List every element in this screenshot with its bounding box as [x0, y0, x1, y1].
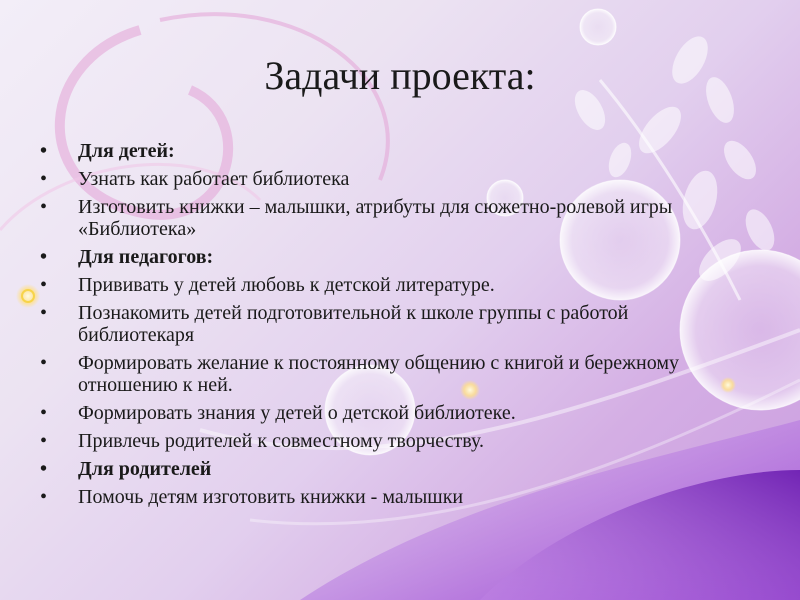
section-heading [40, 458, 730, 480]
list-item [40, 196, 730, 240]
bullet-icon: • [40, 458, 48, 480]
section-heading [40, 140, 730, 162]
slide-title: Задачи проекта: [264, 53, 536, 98]
list-item-text: Узнать как работает библиотека [78, 168, 350, 190]
list-item [40, 274, 730, 296]
bullet-icon: • [40, 352, 48, 374]
section-heading [40, 246, 730, 268]
list-item-text: Для детей: [78, 140, 175, 162]
bullet-list [40, 140, 730, 514]
list-item-text: Помочь детям изготовить книжки - малышки [78, 486, 464, 508]
bullet-icon: • [40, 302, 48, 324]
list-item [40, 402, 730, 424]
bullet-icon: • [40, 274, 48, 296]
bullet-icon: • [40, 140, 48, 162]
list-item-text: Для родителей [78, 458, 212, 480]
bullet-icon: • [40, 168, 48, 190]
bullet-icon: • [40, 430, 48, 452]
list-item [40, 302, 730, 346]
list-item-text: Привлечь родителей к совместному творчеству. [78, 430, 485, 452]
list-item-text: Формировать знания у детей о детской библиотеке. [78, 402, 516, 424]
list-item [40, 352, 730, 396]
list-item-text: Познакомить детей подготовительной к школе группы с работой библиотекаря [78, 302, 629, 346]
list-item [40, 168, 730, 190]
list-item-text: Изготовить книжки – малышки, атрибуты для сюжетно-ролевой игры «Библиотека» [78, 196, 673, 240]
list-item-text: Для педагогов: [78, 246, 214, 268]
bullet-icon: • [40, 196, 48, 218]
bullet-icon: • [40, 246, 48, 268]
list-item-text: Формировать желание к постоянному общению с книгой и бережному отношению к ней. [78, 352, 679, 396]
bullet-icon: • [40, 402, 48, 424]
list-item [40, 486, 730, 508]
list-item [40, 430, 730, 452]
bullet-icon: • [40, 486, 48, 508]
list-item-text: Прививать у детей любовь к детской литературе. [78, 274, 495, 296]
